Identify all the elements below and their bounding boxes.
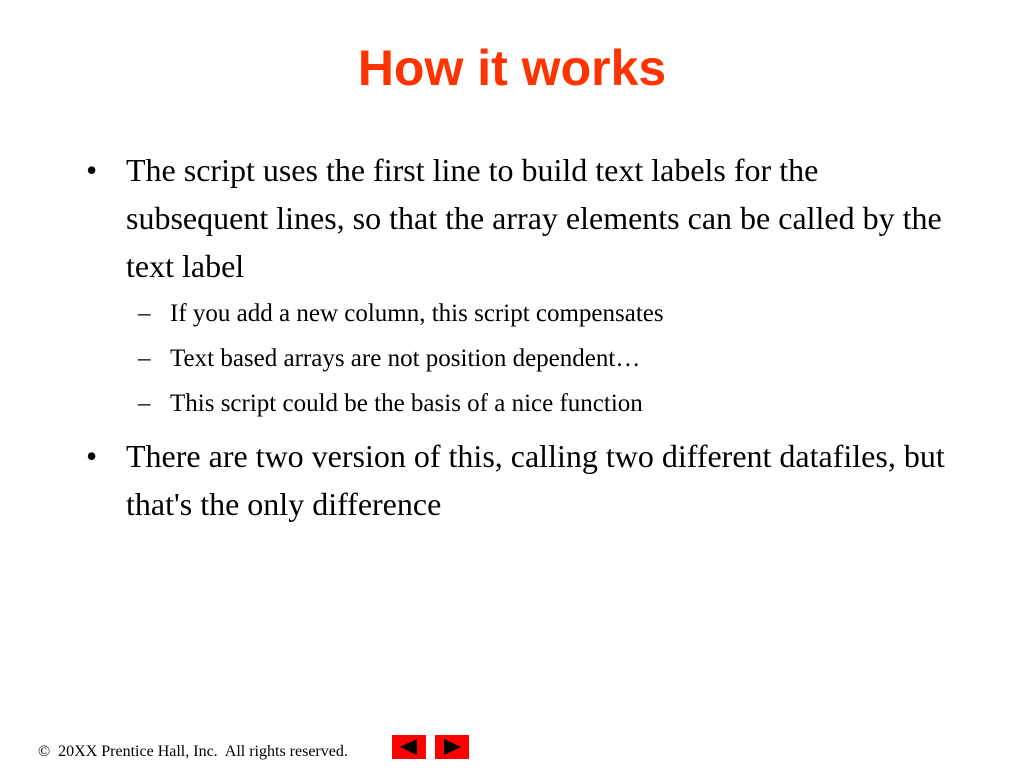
sub-bullet-item: [86, 336, 956, 381]
left-arrow-icon: [392, 735, 426, 759]
dash-marker: –: [138, 300, 151, 327]
sub-bullet-text: Text based arrays are not position dependent…: [170, 345, 641, 372]
right-arrow-icon: [435, 735, 469, 759]
slide-title: How it works: [357, 40, 667, 96]
bullet-text: The script uses the first line to build text labels for the subsequent lines, so that the array elements can be called by the text label: [126, 152, 942, 284]
sub-bullet-item: [86, 291, 956, 336]
next-slide-button[interactable]: [435, 735, 469, 759]
bullet-marker: •: [86, 152, 98, 188]
sub-bullet-text: This script could be the basis of a nice function: [170, 390, 643, 417]
dash-marker: –: [138, 345, 151, 372]
bullet-text: There are two version of this, calling two different datafiles, but that's the only difference: [126, 438, 945, 522]
sub-bullet-list: [86, 291, 956, 426]
bullet-item: [86, 146, 956, 290]
copyright-footer: © 20XX Prentice Hall, Inc. All rights reserved.: [38, 743, 348, 760]
bullet-item: [86, 432, 956, 528]
previous-slide-button[interactable]: [392, 735, 426, 759]
dash-marker: –: [138, 390, 151, 417]
sub-bullet-text: If you add a new column, this script compensates: [170, 300, 664, 327]
sub-bullet-item: [86, 381, 956, 426]
slide-body: [86, 146, 956, 528]
bullet-marker: •: [86, 438, 98, 474]
